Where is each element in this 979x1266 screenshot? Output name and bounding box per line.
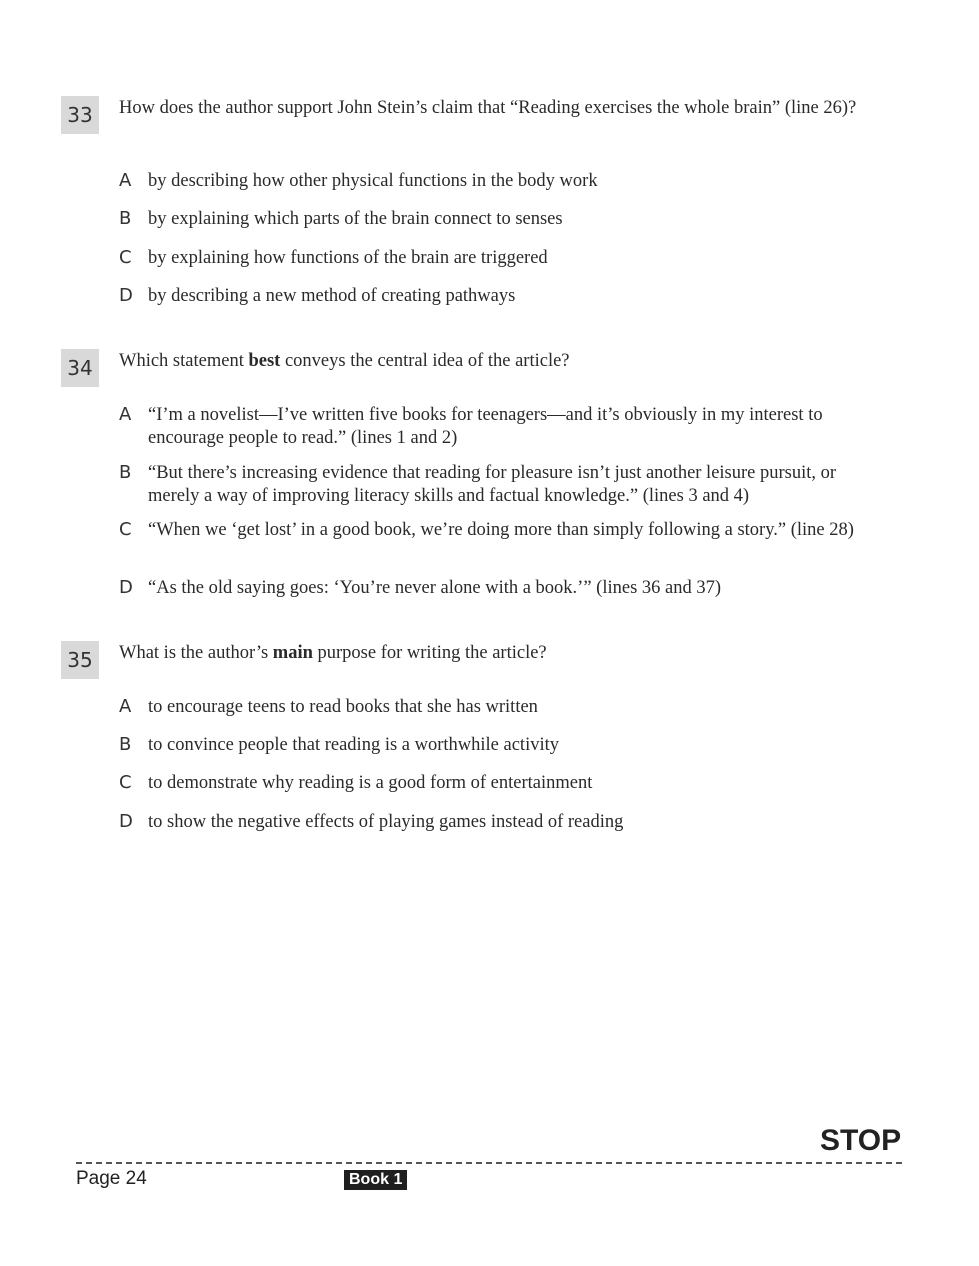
choice-text: “I’m a novelist—I’ve written five books for teenagers—and it’s obviously in my interest to encourage people to read.” (lines 1 and 2) <box>148 405 823 448</box>
choice-text: to convince people that reading is a worthwhile activity <box>148 735 559 755</box>
choice-letter: B <box>119 462 132 483</box>
choice-letter: A <box>119 404 132 425</box>
choice-letter: D <box>119 811 133 832</box>
stem-text: conveys the central idea of the article? <box>280 351 570 371</box>
choice-text: “But there’s increasing evidence that reading for pleasure isn’t just another leisure pursuit, or merely a way of improving literacy skills and factual knowledge.” (lines 3 and 4) <box>148 463 837 506</box>
question-stem <box>119 350 859 373</box>
stem-emphasis: main <box>272 643 313 663</box>
choice-letter: D <box>119 285 133 306</box>
stem-emphasis: best <box>248 351 281 371</box>
page-number: Page 24 <box>76 1168 147 1189</box>
choice-text: “When we ‘get lost’ in a good book, we’re doing more than simply following a story.” (line 28) <box>148 520 854 540</box>
choice-text: by explaining which parts of the brain connect to senses <box>148 209 563 229</box>
question-number: 34 <box>61 349 99 387</box>
question-stem: How does the author support John Stein’s claim that “Reading exercises the whole brain” (line 26)? <box>119 98 857 118</box>
question-number: 35 <box>61 641 99 679</box>
choice-letter: C <box>119 519 132 540</box>
choice-letter: C <box>119 247 132 268</box>
stem-text: What is the author’s <box>119 643 273 663</box>
choice-text: to demonstrate why reading is a good form of entertainment <box>148 773 593 793</box>
footer-divider <box>76 1162 902 1164</box>
choice-text: by describing how other physical functions in the body work <box>148 171 598 191</box>
choice-letter: B <box>119 734 132 755</box>
stem-text: purpose for writing the article? <box>312 643 547 663</box>
choice-text: by explaining how functions of the brain are triggered <box>148 248 548 268</box>
choice-text: to encourage teens to read books that she has written <box>148 697 538 717</box>
choice-text: to show the negative effects of playing games instead of reading <box>148 812 624 832</box>
stop-label: STOP <box>820 1124 902 1157</box>
choice-letter: A <box>119 696 132 717</box>
choice-letter: D <box>119 577 133 598</box>
question-stem <box>119 642 859 665</box>
choice-letter: B <box>119 208 132 229</box>
book-label: Book 1 <box>344 1170 407 1190</box>
stem-text: Which statement <box>119 351 249 371</box>
question-number: 33 <box>61 96 99 134</box>
choice-letter: C <box>119 772 132 793</box>
choice-letter: A <box>119 170 132 191</box>
choice-text: by describing a new method of creating pathways <box>148 286 516 306</box>
choice-text: “As the old saying goes: ‘You’re never alone with a book.’” (lines 36 and 37) <box>148 578 722 598</box>
